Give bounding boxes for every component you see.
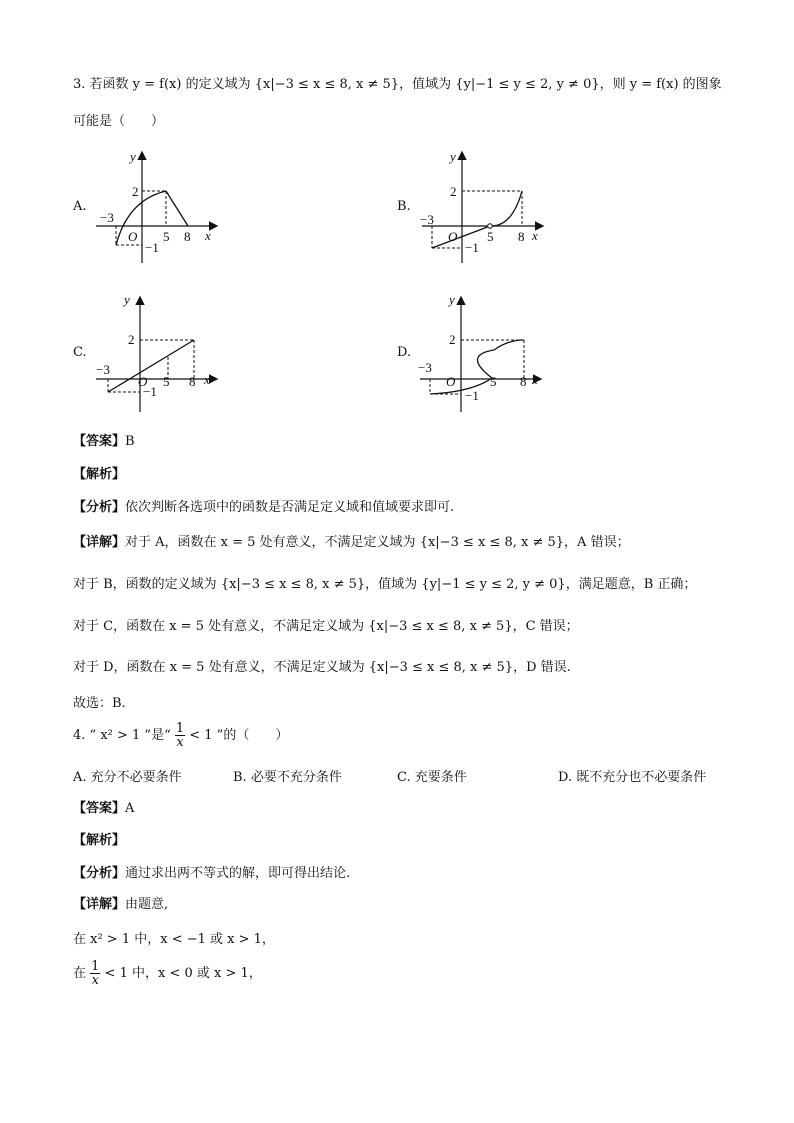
q3-stem-line1: 3. 若函数 y = f(x) 的定义域为 {x|−3 ≤ x ≤ 8, x ≠ 5}，值域为 {y|−1 ≤ y ≤ 2, y ≠ 0}，则 y = f(x) 的图象 — [73, 77, 722, 92]
graph-c-tick-neg1: −1 — [143, 384, 157, 399]
option-b-label: B. — [397, 199, 411, 214]
graph-d — [412, 290, 552, 419]
q3-fenxi — [73, 496, 454, 515]
graph-c-tick-5: 5 — [163, 374, 170, 389]
graph-b-tick-neg1: −1 — [465, 240, 479, 255]
q4-frac-den: x — [176, 735, 184, 750]
graph-b-origin: O — [448, 229, 458, 244]
q4-fenxi — [73, 862, 350, 881]
q4-choice-d: D. 既不充分也不必要条件 — [558, 770, 707, 785]
q4-step2-fraction — [90, 960, 100, 987]
graph-c-y-label: y — [124, 292, 130, 307]
graph-a-tick-2: 2 — [132, 184, 139, 199]
option-d-label: D. — [397, 345, 412, 360]
graph-d-tick-8: 8 — [520, 374, 527, 389]
q4-answer-value: A — [125, 801, 135, 816]
graph-a-tick-neg1: −1 — [145, 240, 159, 255]
q4-step2-frac-num: 1 — [91, 959, 100, 974]
graph-b — [412, 145, 552, 274]
q4-step2 — [73, 960, 262, 987]
q3-fenxi-text: 依次判断各选项中的函数是否满足定义域和值域要求即可. — [125, 500, 455, 515]
q4-choice-a: A. 充分不必要条件 — [73, 770, 182, 785]
graph-a-tick-neg3: −3 — [100, 210, 114, 225]
graph-c-x-label: x — [204, 372, 210, 387]
q4-answer-tag: 【答案】 — [73, 801, 126, 816]
q3-detail-c: 对于 C，函数在 x = 5 处有意义，不满足定义域为 {x|−3 ≤ x ≤ 8, x ≠ 5}，C 错误； — [73, 619, 579, 634]
graph-c-origin: O — [138, 374, 148, 389]
graph-c-tick-neg3: −3 — [96, 362, 110, 377]
graph-c — [88, 290, 228, 419]
graph-a — [88, 145, 228, 274]
q3-answer-value: B — [125, 434, 135, 449]
q4-step2-post: < 1 中，x < 0 或 x > 1， — [100, 966, 262, 981]
q4-stem-post: < 1 ”的（ ） — [185, 728, 289, 743]
q4-step2-pre: 在 — [73, 966, 91, 981]
graph-b-x-label: x — [532, 228, 538, 243]
q4-detail-text: 由题意, — [125, 897, 169, 912]
q3-analysis-tag: 【解析】 — [73, 467, 126, 482]
q4-stem — [73, 722, 288, 749]
q3-answer — [73, 430, 135, 449]
graph-a-y-label: y — [130, 149, 136, 164]
graph-a-origin: O — [128, 229, 138, 244]
graph-d-tick-neg1: −1 — [465, 388, 479, 403]
graph-b-tick-8: 8 — [518, 229, 525, 244]
graph-d-x-label: x — [532, 372, 538, 387]
q4-detail-tag: 【详解】 — [73, 897, 126, 912]
graph-b-y-label: y — [450, 149, 456, 164]
graph-d-tick-2: 2 — [449, 332, 456, 347]
option-a-label: A. — [73, 199, 87, 214]
graph-b-tick-2: 2 — [450, 184, 457, 199]
q3-stem-line2: 可能是（ ） — [73, 114, 165, 129]
graph-a-tick-8: 8 — [184, 229, 191, 244]
graph-d-origin: O — [446, 374, 456, 389]
q3-fenxi-tag: 【分析】 — [73, 500, 126, 515]
q3-detail-tag: 【详解】 — [73, 535, 126, 550]
graph-c-tick-8: 8 — [189, 374, 196, 389]
q4-stem-fraction — [175, 722, 185, 749]
graph-a-tick-5: 5 — [163, 229, 170, 244]
q3-conclusion: 故选：B. — [73, 696, 126, 711]
q4-choice-b: B. 必要不充分条件 — [233, 770, 342, 785]
graph-d-tick-neg3: −3 — [418, 360, 432, 375]
graph-c-tick-2: 2 — [128, 332, 135, 347]
q3-detail-d: 对于 D，函数在 x = 5 处有意义，不满足定义域为 {x|−3 ≤ x ≤ 8, x ≠ 5}，D 错误. — [73, 660, 571, 675]
q3-detail-a — [73, 531, 630, 550]
q3-detail-b: 对于 B，函数的定义域为 {x|−3 ≤ x ≤ 8, x ≠ 5}，值域为 {y|−1 ≤ y ≤ 2, y ≠ 0}，满足题意，B 正确； — [73, 577, 697, 592]
graph-b-tick-5: 5 — [487, 229, 494, 244]
q4-step2-frac-den: x — [91, 973, 99, 988]
q4-detail — [73, 893, 168, 912]
q3-answer-tag: 【答案】 — [73, 434, 126, 449]
q3-detail-a-text: 对于 A，函数在 x = 5 处有意义，不满足定义域为 {x|−3 ≤ x ≤ 8, x ≠ 5}，A 错误； — [125, 535, 630, 550]
q4-answer — [73, 797, 134, 816]
q4-choice-c: C. 充要条件 — [397, 770, 467, 785]
option-c-label: C. — [73, 345, 87, 360]
q4-fenxi-text: 通过求出两不等式的解，即可得出结论. — [125, 866, 351, 881]
graph-d-y-label: y — [449, 292, 455, 307]
graph-b-tick-neg3: −3 — [420, 212, 434, 227]
q4-analysis-tag: 【解析】 — [73, 833, 126, 848]
graph-d-tick-5: 5 — [490, 374, 497, 389]
q4-frac-num: 1 — [175, 721, 185, 736]
q4-stem-pre: 4. “ x² > 1 ”是“ — [73, 728, 175, 743]
q4-step1: 在 x² > 1 中，x < −1 或 x > 1， — [73, 932, 275, 947]
q4-fenxi-tag: 【分析】 — [73, 866, 126, 881]
graph-a-x-label: x — [205, 228, 211, 243]
